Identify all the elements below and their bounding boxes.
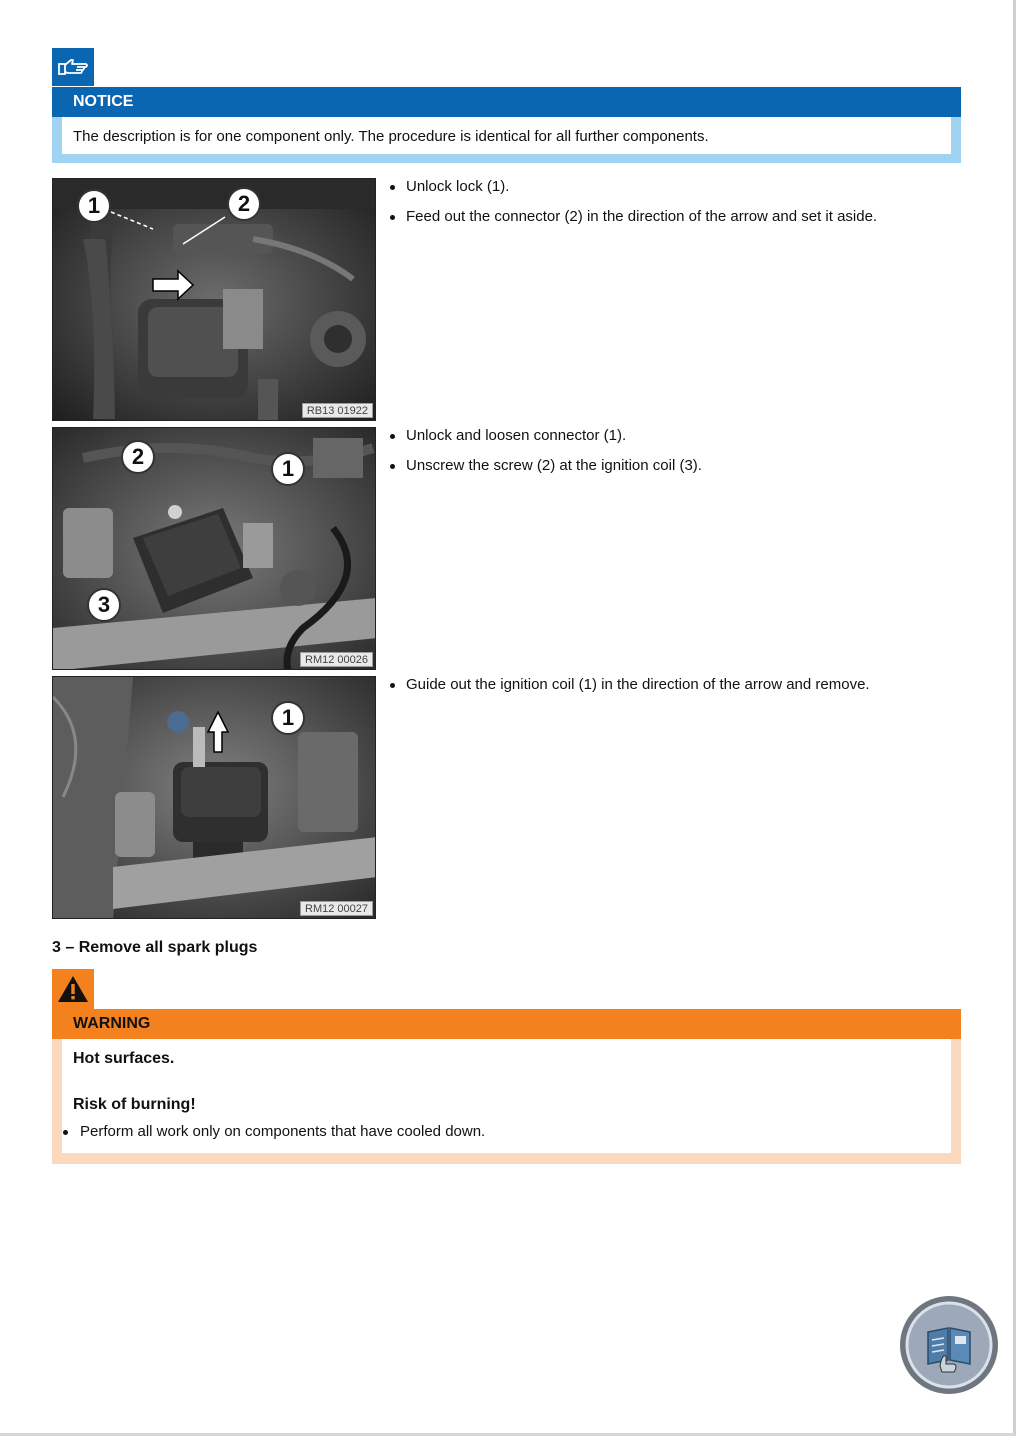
callout-label: 2 bbox=[237, 191, 251, 216]
callout-1 bbox=[271, 452, 305, 486]
callout-1 bbox=[77, 189, 111, 223]
callout-2 bbox=[121, 440, 155, 474]
section-title: 3 – Remove all spark plugs bbox=[52, 939, 258, 956]
step-3 bbox=[52, 676, 961, 919]
warning-subheading: Risk of burning! bbox=[73, 1096, 196, 1113]
warning-triangle-icon bbox=[52, 969, 94, 1009]
callout-label: 1 bbox=[281, 705, 295, 730]
bullet-item: Unlock and loosen connector (1). bbox=[388, 427, 702, 445]
callout-label: 1 bbox=[281, 456, 295, 481]
callout-2 bbox=[227, 187, 261, 221]
callout-1 bbox=[271, 701, 305, 735]
step-bullets bbox=[388, 178, 877, 238]
step-1 bbox=[52, 178, 961, 421]
callout-label: 2 bbox=[131, 444, 145, 469]
notice-box bbox=[52, 117, 961, 163]
step-photo bbox=[52, 676, 376, 919]
warning-box bbox=[52, 1039, 961, 1164]
bullet-item: Guide out the ignition coil (1) in the direction of the arrow and remove. bbox=[388, 676, 870, 694]
manual-badge-icon bbox=[898, 1294, 1000, 1396]
bullet-item: Feed out the connector (2) in the direction of the arrow and set it aside. bbox=[388, 208, 877, 226]
bullet-item: Unlock lock (1). bbox=[388, 178, 877, 196]
image-reference: RM12 00027 bbox=[300, 901, 373, 916]
bullet-item: Unscrew the screw (2) at the ignition coil (3). bbox=[388, 457, 702, 475]
callout-label: 3 bbox=[97, 592, 111, 617]
step-2 bbox=[52, 427, 961, 670]
image-reference: RM12 00026 bbox=[300, 652, 373, 667]
warning-title: WARNING bbox=[52, 1009, 961, 1039]
step-photo bbox=[52, 178, 376, 421]
step-bullets bbox=[388, 427, 702, 487]
warning-heading: Hot surfaces. bbox=[73, 1050, 175, 1067]
notice-text: The description is for one component only. The procedure is identical for all further components. bbox=[62, 117, 951, 154]
image-reference: RB13 01922 bbox=[302, 403, 373, 418]
callout-3 bbox=[87, 588, 121, 622]
step-bullets bbox=[388, 676, 870, 706]
step-photo bbox=[52, 427, 376, 670]
notice-title: NOTICE bbox=[52, 87, 961, 117]
pointing-hand-icon bbox=[52, 48, 94, 86]
callout-label: 1 bbox=[87, 193, 101, 218]
warning-bullet: Perform all work only on components that have cooled down. bbox=[62, 1123, 485, 1141]
